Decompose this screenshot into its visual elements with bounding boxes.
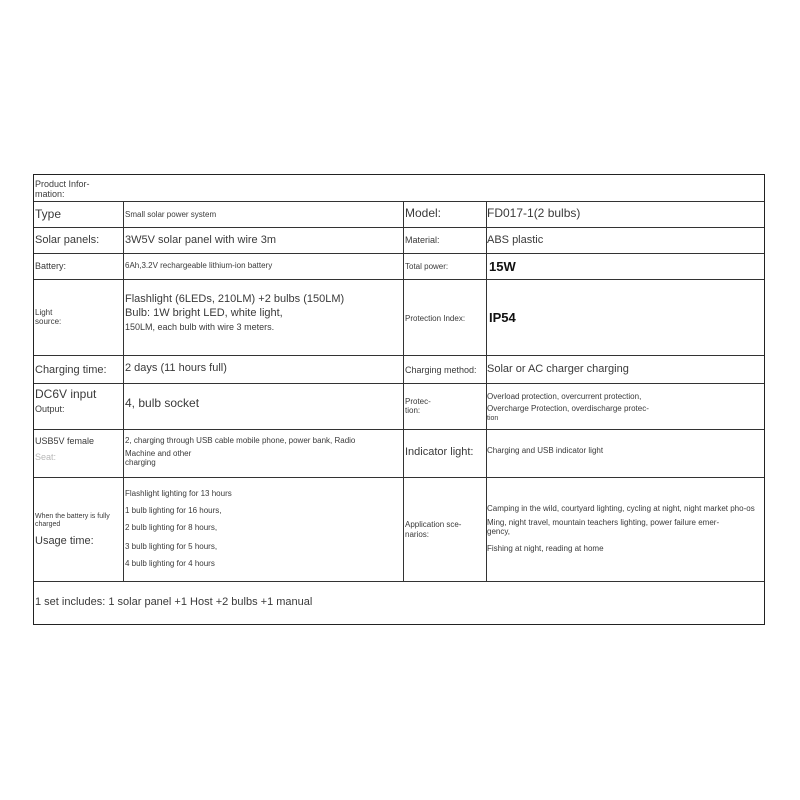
charging-time-value: 2 days (11 hours full) [125, 362, 227, 374]
solar-panels-value: 3W5V solar panel with wire 3m [125, 234, 277, 246]
indicator-light-value: Charging and USB indicator light [487, 446, 604, 455]
dc-input-output-label: DC6V input Output: [35, 387, 97, 414]
charging-time-label: Charging time: [35, 364, 107, 376]
model-label: Model: [405, 206, 442, 220]
row-divider [34, 355, 764, 356]
usb-female-seat-label: USB5V female Seat: [35, 436, 95, 463]
row-divider [34, 253, 764, 254]
row-divider [34, 477, 764, 478]
row-divider [34, 581, 764, 582]
row-divider [34, 383, 764, 384]
product-information-title: Product Infor- mation: [35, 179, 90, 199]
indicator-light-label: Indicator light: [405, 446, 474, 458]
usb-value: 2, charging through USB cable mobile phone, power bank, Radio Machine and other charging [125, 436, 356, 468]
application-scenarios-label: Application sce- narios: [405, 520, 462, 539]
material-label: Material: [405, 235, 440, 245]
type-label: Type [35, 207, 62, 221]
column-divider [123, 201, 124, 581]
usage-time-values: Flashlight lighting for 13 hours 1 bulb lighting for 16 hours, 2 bulb lighting for 8 hours, 3 bulb lighting for 5 hours, 4 bulb lighting for 4 hours [125, 489, 232, 568]
solar-panels-label: Solar panels: [35, 234, 100, 246]
protection-index-value: IP54 [489, 310, 516, 325]
material-value: ABS plastic [487, 234, 544, 246]
light-source-value: Flashlight (6LEDs, 210LM) +2 bulbs (150LM) Bulb: 1W bright LED, white light, 150LM, each bulb with wire 3 meters. [125, 293, 345, 333]
output-value: 4, bulb socket [125, 396, 200, 410]
row-divider [34, 227, 764, 228]
row-divider [34, 429, 764, 430]
protection-index-label: Protection Index: [405, 314, 466, 323]
type-value: Small solar power system [125, 210, 217, 219]
set-includes-text: 1 set includes: 1 solar panel +1 Host +2 bulbs +1 manual [35, 596, 313, 608]
column-divider [403, 201, 404, 581]
row-divider [34, 201, 764, 202]
total-power-value: 15W [489, 259, 516, 274]
battery-value: 6Ah,3.2V rechargeable lithium-ion battery [125, 261, 273, 270]
usage-time-label: When the battery is fully charged Usage time: [35, 513, 110, 547]
protection-value: Overload protection, overcurrent protection, Overcharge Protection, overdischarge protec- tion [487, 392, 649, 422]
model-value: FD017-1(2 bulbs) [487, 206, 581, 220]
row-divider [34, 279, 764, 280]
charging-method-value: Solar or AC charger charging [487, 363, 629, 375]
application-scenarios-value: Camping in the wild, courtyard lighting, cycling at night, night market pho-os Ming, night travel, mountain teachers lighting, power failure emer- gency, Fishing at night, reading at home [487, 504, 755, 553]
charging-method-label: Charging method: [405, 365, 477, 375]
spec-table [33, 174, 765, 625]
light-source-label: Light source: [35, 308, 62, 326]
total-power-label: Total power: [405, 262, 449, 271]
battery-label: Battery: [35, 261, 67, 271]
protection-label: Protec- tion: [405, 397, 431, 415]
